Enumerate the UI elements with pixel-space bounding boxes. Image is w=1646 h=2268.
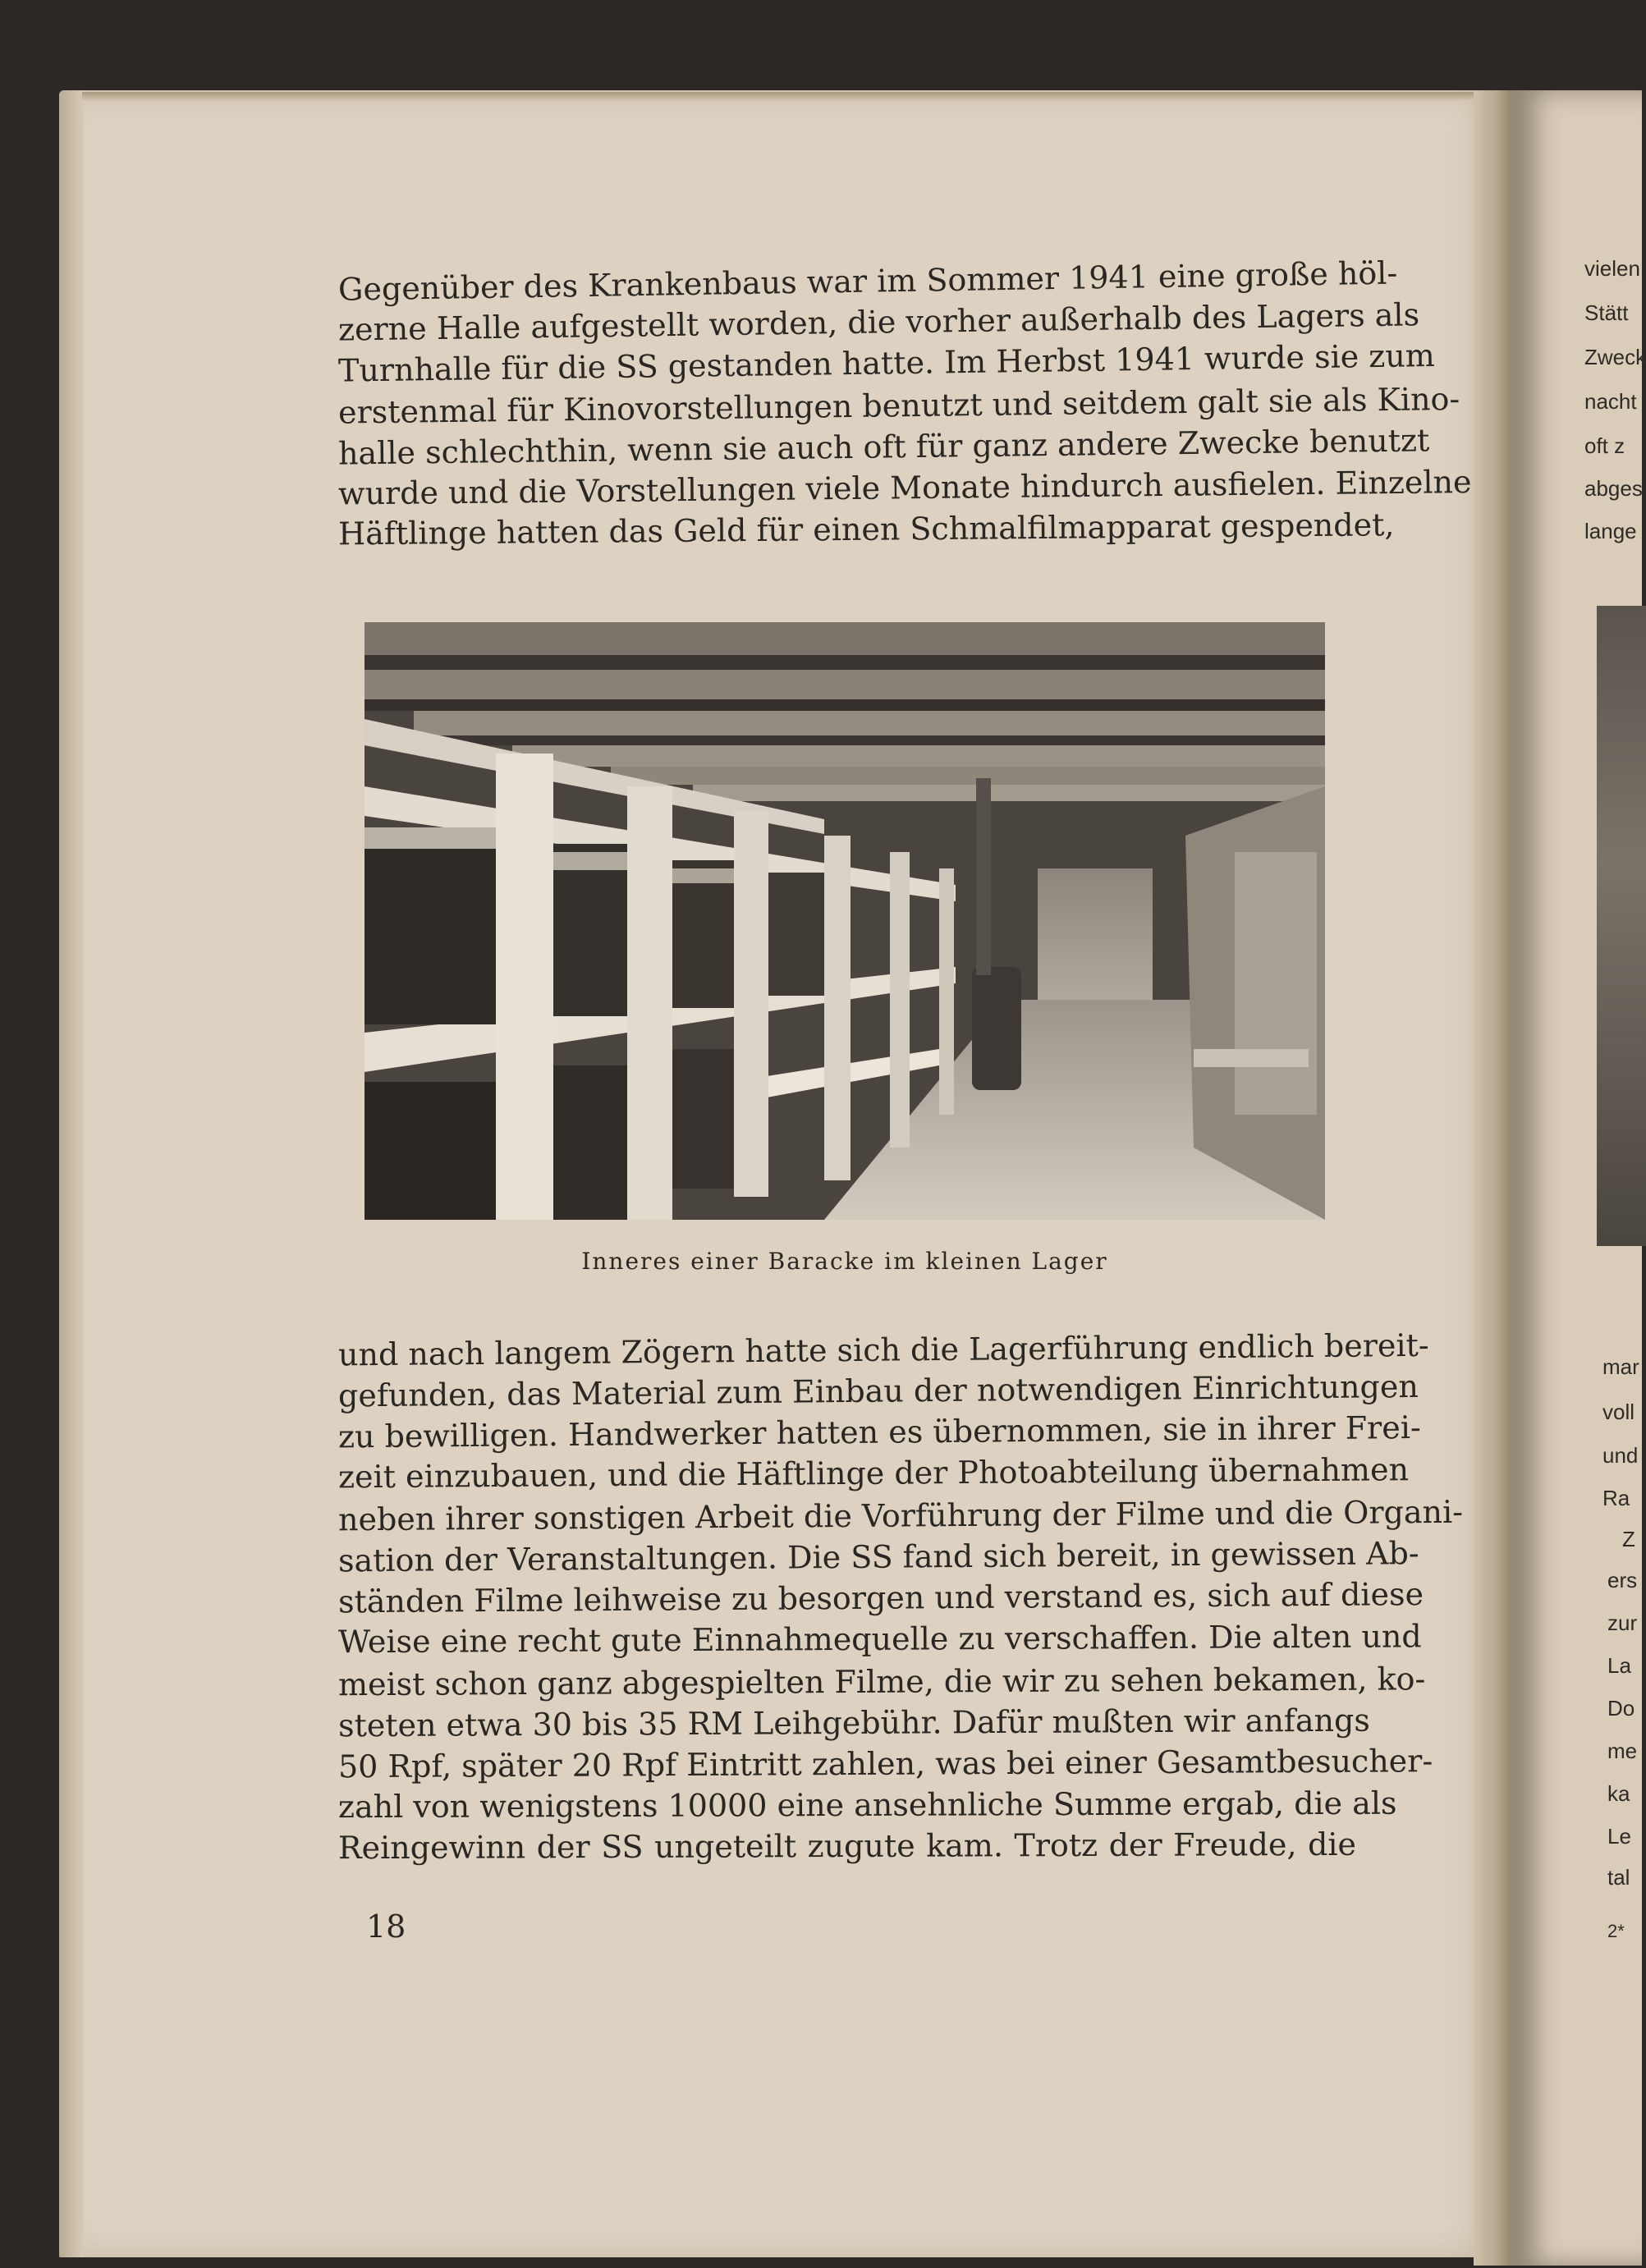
text-line: zerne Halle aufgestellt worden, die vorher außerhalb des Lagers als	[337, 296, 1420, 348]
text-line: 50 Rpf, später 20 Rpf Eintritt zahlen, was bei einer Gesamtbesucher-	[337, 1743, 1433, 1785]
text-line: Turnhalle für die SS gestanden hatte. Im Herbst 1941 wurde sie zum	[337, 337, 1436, 389]
text-line: und nach langem Zögern hatte sich die Lagerführung endlich bereit-	[337, 1326, 1429, 1373]
text-line: zahl von wenigstens 10000 eine ansehnliche Summe ergab, die als	[337, 1785, 1397, 1826]
text-line: ständen Filme leihweise zu besorgen und verstand es, sich auf diese	[337, 1576, 1424, 1620]
right-page-fragment: vielen	[1584, 256, 1640, 281]
text-line: Häftlinge hatten das Geld für einen Schmalfilmapparat gespendet,	[337, 506, 1395, 552]
text-line: neben ihrer sonstigen Arbeit die Vorführung der Filme und die Organi-	[337, 1493, 1464, 1538]
text-line: erstenmal für Kinovorstellungen benutzt und seitdem galt sie als Kino-	[337, 380, 1460, 431]
right-page-fragment: nacht	[1584, 389, 1637, 414]
right-page-photo-fragment	[1597, 606, 1646, 1246]
right-page-signature-mark: 2*	[1607, 1921, 1625, 1941]
right-page-fragment: und	[1602, 1443, 1639, 1468]
right-page-fragment: Do	[1607, 1696, 1635, 1720]
text-line: Weise eine recht gute Einnahmequelle zu verschaffen. Die alten und	[337, 1618, 1422, 1661]
right-page-fragment: Stätt	[1584, 300, 1629, 325]
photo-caption: Inneres einer Baracke im kleinen Lager	[581, 1248, 1108, 1275]
text-line: Reingewinn der SS ungeteilt zugute kam. Trotz der Freude, die	[337, 1826, 1357, 1867]
right-page-fragment: abges	[1584, 476, 1643, 501]
text-line: meist schon ganz abgespielten Filme, die wir zu sehen bekamen, ko-	[337, 1661, 1426, 1703]
right-page-fragment: voll	[1602, 1400, 1635, 1424]
right-page-fragment: Z	[1622, 1527, 1635, 1551]
text-line: zeit einzubauen, und die Häftlinge der Photoabteilung übernahmen	[337, 1451, 1410, 1496]
right-page-fragment: Ra	[1602, 1486, 1630, 1510]
right-page-fragment: La	[1607, 1653, 1631, 1678]
right-page-fragment: mar	[1602, 1354, 1639, 1379]
text-line: wurde und die Vorstellungen viele Monate hindurch ausfielen. Einzelne	[337, 464, 1472, 512]
text-line: halle schlechthin, wenn sie auch oft für ganz andere Zwecke benutzt	[337, 422, 1430, 472]
text-line: gefunden, das Material zum Einbau der notwendigen Einrichtungen	[337, 1368, 1419, 1414]
right-page-fragment: ers	[1607, 1568, 1638, 1592]
right-page-fragment: Zweck	[1584, 345, 1646, 369]
left-page-top-edge	[82, 92, 1478, 102]
barracks-photo-drawing	[365, 622, 1325, 1220]
text-line: Gegenüber des Krankenbaus war im Sommer 1941 eine große höl-	[337, 254, 1398, 308]
right-page-fragment: tal	[1607, 1865, 1630, 1890]
barracks-interior-photo	[365, 622, 1325, 1220]
left-page-edge	[59, 90, 84, 2257]
page-number: 18	[366, 1908, 406, 1945]
right-page-fragment: ka	[1607, 1781, 1630, 1806]
text-line: steten etwa 30 bis 35 RM Leihgebühr. Dafür mußten wir anfangs	[337, 1702, 1370, 1744]
right-page-fragment: oft z	[1584, 433, 1625, 458]
right-page-fragment: zur	[1607, 1611, 1638, 1635]
text-line: sation der Veranstaltungen. Die SS fand sich bereit, in gewissen Ab-	[337, 1535, 1419, 1579]
right-page-fragment: me	[1607, 1739, 1638, 1763]
right-page-fragment: Le	[1607, 1824, 1631, 1849]
right-page-fragment: lange	[1584, 519, 1637, 543]
text-line: zu bewilligen. Handwerker hatten es übernommen, sie in ihrer Frei-	[337, 1409, 1421, 1455]
